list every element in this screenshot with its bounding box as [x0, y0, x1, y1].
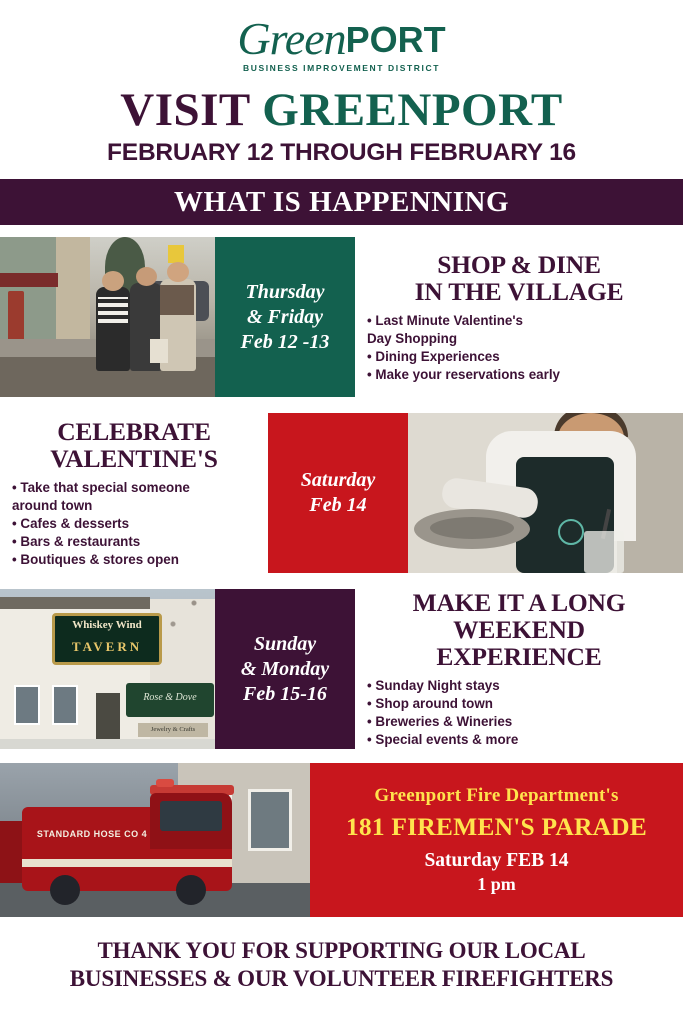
event-heading [8, 418, 260, 472]
day-line: & Friday [246, 305, 324, 328]
footer-line-1: THANK YOU FOR SUPPORTING OUR LOCAL [97, 938, 586, 964]
heading-line: WEEKEND [453, 615, 585, 645]
event-bullets [363, 312, 675, 384]
event-bullets [363, 677, 675, 749]
list-item: Day Shopping [367, 330, 458, 346]
day-line: & Monday [240, 657, 330, 680]
list-item: • Breweries & Wineries [367, 714, 513, 730]
event-bullets [8, 479, 260, 569]
section-banner [0, 179, 683, 225]
list-item: • Bars & restaurants [12, 533, 141, 549]
footer-message [0, 937, 683, 993]
logo-tagline: BUSINESS IMPROVEMENT DISTRICT [242, 63, 441, 73]
sign-text: Jewelry & Crafts [150, 726, 196, 734]
brand-logo [0, 0, 683, 82]
chef-kitchen-photo [408, 413, 683, 573]
event-row-shop-dine [0, 237, 683, 397]
page-title-greenport: GREENPORT [262, 84, 563, 136]
logo-word-green: Green [237, 13, 346, 64]
list-item: • Make your reservations early [367, 366, 561, 382]
heading-line: CELEBRATE [57, 416, 211, 446]
day-line: Feb 14 [309, 494, 367, 517]
parade-info-panel [310, 763, 683, 917]
day-label-saturday [268, 413, 408, 573]
page-subtitle-dates: FEBRUARY 12 THROUGH FEBRUARY 16 [107, 139, 576, 167]
village-shoppers-photo [0, 237, 215, 397]
heading-line: VALENTINE'S [50, 443, 218, 473]
heading-line: SHOP & DINE [437, 249, 601, 279]
list-item: • Last Minute Valentine's [367, 312, 523, 328]
day-line: Sunday [253, 632, 317, 655]
heading-line: IN THE VILLAGE [414, 276, 624, 306]
page-title [0, 86, 683, 135]
event-text-shop-dine [355, 237, 683, 397]
list-item: • Take that special someone [12, 479, 190, 495]
list-item: • Cafes & desserts [12, 515, 130, 531]
parade-title: 181 FIREMEN'S PARADE [345, 812, 648, 842]
event-row-valentines [0, 413, 683, 573]
day-line: Feb 15-16 [243, 682, 327, 705]
parade-time: 1 pm [477, 874, 516, 895]
section-banner-label: WHAT IS HAPPENNING [173, 185, 510, 218]
logo-word-port: PORT [345, 19, 446, 60]
rose-and-dove-sign [126, 683, 214, 717]
list-item: • Boutiques & stores open [12, 552, 179, 567]
list-item: • Special events & more [367, 732, 519, 748]
whiskey-wind-tavern-photo [0, 589, 215, 749]
list-item: • Shop around town [367, 696, 493, 712]
fire-truck-label: STANDARD HOSE CO 4 [36, 829, 148, 840]
list-item: • Sunday Night stays [367, 678, 500, 694]
sign-text: Rose & Dove [143, 692, 197, 704]
event-row-long-weekend [0, 589, 683, 749]
logo-wordmark [237, 13, 446, 64]
list-item: around town [12, 497, 93, 513]
heading-line: MAKE IT A LONG [412, 588, 626, 618]
tavern-sign-line2: TAVERN [71, 639, 143, 655]
event-text-valentines [0, 413, 268, 573]
parade-row [0, 763, 683, 917]
list-item: • Dining Experiences [367, 348, 500, 364]
footer-line-2: BUSINESSES & OUR VOLUNTEER FIREFIGHTERS [69, 966, 614, 992]
day-line: Feb 12 -13 [240, 330, 330, 353]
event-text-long-weekend [355, 589, 683, 749]
tavern-sign-line1: Whiskey Wind [72, 619, 142, 632]
page-title-visit: VISIT [120, 84, 263, 136]
event-heading [363, 589, 675, 670]
day-line: Saturday [300, 469, 376, 492]
event-heading [363, 251, 675, 305]
jewelry-crafts-sign [138, 723, 208, 737]
heading-line: EXPERIENCE [436, 642, 602, 672]
day-label-thursday-friday [215, 237, 355, 397]
day-line: Thursday [245, 280, 325, 303]
parade-department: Greenport Fire Department's [374, 785, 619, 807]
day-label-sunday-monday [215, 589, 355, 749]
parade-date: Saturday FEB 14 [424, 850, 569, 872]
fire-truck-photo [0, 763, 310, 917]
